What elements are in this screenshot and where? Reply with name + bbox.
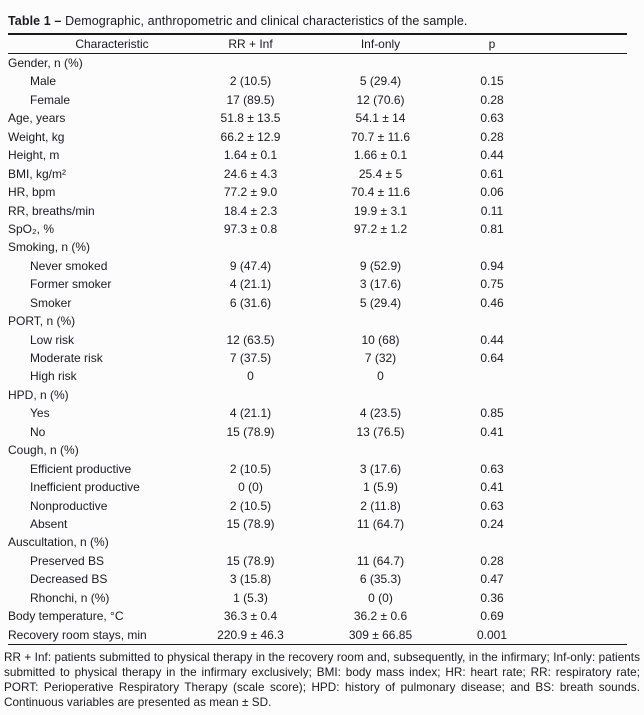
cell-inf-only: 13 (76.5) [356,424,405,439]
row-label: Rhonchi, n (%) [30,590,110,605]
table-row [8,109,627,127]
cell-p: 0.11 [480,203,504,218]
table-group-row [8,533,627,551]
cell-inf-only: 0 (0) [368,590,393,605]
cell-rr-inf [188,238,313,256]
cell-rr-inf: 7 (37.5) [229,351,272,365]
row-label: Weight, kg [8,129,65,144]
row-label: Smoker [30,295,72,310]
cell-rr-inf: 2 (10.5) [229,74,272,89]
cell-p: 0.81 [480,221,504,236]
cell-inf-only: 309 ± 66.85 [348,627,413,642]
table-row [8,460,627,478]
row-label: High risk [30,369,77,384]
table-title [0,0,644,33]
table-row [8,183,627,201]
cell-rr-inf: 66.2 ± 12.9 [220,129,281,144]
cell-p [448,386,536,404]
table-header-row [8,35,627,54]
table-row [8,91,627,109]
cell-rr-inf: 97.3 ± 0.8 [223,221,278,236]
table-group-row [8,54,627,72]
table-footnote: RR + Inf: patients submitted to physical therapy in the recovery room and, subsequently, in the infirmary; Inf-only: patients submitted to physical therapy in the infirmary exclusively; BMI: body mass index; HR: heart rate; RR: respiratory rate; PORT: Perioperative Respiratory Therapy (scale score); HPD: history of pulmonary disease; and BS: breath sounds. Continuous variables are presented as mean ± SD. [4,651,640,710]
cell-rr-inf [188,54,313,72]
cell-inf-only [313,238,448,256]
cell-p: 0.44 [480,148,504,163]
row-label: Decreased BS [30,572,108,587]
table-number: Table 1 – [8,14,62,28]
row-label: Former smoker [30,277,112,292]
table-row [8,294,627,312]
cell-p: 0.75 [480,277,504,292]
cell-inf-only: 11 (64.7) [356,553,405,568]
table-row [8,349,627,367]
cell-inf-only: 7 (32) [364,351,397,365]
cell-rr-inf: 6 (31.6) [229,295,272,310]
cell-rr-inf [188,386,313,404]
cell-inf-only: 97.2 ± 1.2 [353,221,408,236]
cell-p [448,312,536,330]
cell-inf-only [313,54,448,72]
row-label: Gender, n (%) [8,56,83,70]
cell-inf-only: 11 (64.7) [356,516,405,531]
cell-rr-inf: 4 (21.1) [229,277,272,292]
cell-inf-only [313,441,448,459]
cell-rr-inf: 2 (10.5) [229,461,272,476]
row-label: Efficient productive [30,461,132,476]
row-label: Nonproductive [30,498,108,513]
cell-rr-inf [188,441,313,459]
row-label: PORT, n (%) [8,314,76,329]
cell-rr-inf: 220.9 ± 46.3 [217,627,284,642]
cell-inf-only [313,533,448,551]
row-label: Female [30,92,71,107]
cell-p: 0.06 [480,185,504,200]
row-label: Preserved BS [30,553,105,568]
row-label: RR, breaths/min [8,203,95,218]
table-caption: Demographic, anthropometric and clinical characteristics of the sample. [65,14,468,28]
cell-p: 0.47 [480,572,504,587]
cell-rr-inf: 9 (47.4) [229,258,272,273]
table-row [8,497,627,515]
row-label: Moderate risk [30,351,103,365]
cell-p: 0.15 [480,74,504,89]
cell-inf-only: 1.66 ± 0.1 [353,148,408,163]
cell-inf-only: 5 (29.4) [359,295,402,310]
cell-inf-only [313,312,448,330]
cell-p: 0.85 [480,406,504,421]
characteristics-table [8,33,627,645]
cell-p: 0.64 [480,351,504,365]
header-characteristic: Characteristic [75,37,149,51]
cell-rr-inf: 51.8 ± 13.5 [220,111,281,126]
cell-inf-only: 70.4 ± 11.6 [350,185,411,200]
row-label: Low risk [30,332,75,347]
cell-p: 0.63 [480,111,504,126]
row-label: Smoking, n (%) [8,240,91,255]
cell-rr-inf: 15 (78.9) [226,424,275,439]
cell-rr-inf: 15 (78.9) [226,553,275,568]
cell-inf-only: 19.9 ± 3.1 [353,203,408,218]
cell-rr-inf: 2 (10.5) [229,498,272,513]
cell-inf-only: 9 (52.9) [359,258,402,273]
table-row [8,423,627,441]
cell-rr-inf: 77.2 ± 9.0 [223,185,278,200]
header-rr-inf: RR + Inf [228,37,273,51]
cell-inf-only: 12 (70.6) [356,92,405,107]
table-group-row [8,386,627,404]
cell-inf-only: 10 (68) [361,332,400,347]
cell-inf-only: 1 (5.9) [363,480,398,495]
table-row [8,72,627,90]
table-row [8,165,627,183]
cell-p: 0.001 [476,627,508,642]
cell-p: 0.46 [480,295,504,310]
cell-inf-only: 4 (23.5) [359,406,402,421]
cell-inf-only: 70.7 ± 11.6 [350,129,411,144]
header-inf-only: Inf-only [360,37,401,51]
cell-p: 0.41 [480,480,504,495]
table-row [8,478,627,496]
row-label: Yes [30,406,50,421]
cell-inf-only: 5 (29.4) [359,74,402,89]
cell-inf-only [313,386,448,404]
table-row [8,128,627,146]
row-label: BMI, kg/m² [8,166,67,181]
cell-rr-inf: 18.4 ± 2.3 [223,203,278,218]
cell-rr-inf: 0 [247,369,254,384]
cell-inf-only: 2 (11.8) [360,498,401,513]
table-row [8,589,627,607]
table-row [8,202,627,220]
cell-p: 0.28 [480,129,504,144]
table-row [8,220,627,238]
cell-p: 0.61 [480,166,504,181]
cell-inf-only: 0 [377,369,384,384]
cell-p: 0.24 [480,516,504,531]
cell-p: 0.63 [480,498,504,513]
row-label: Never smoked [30,258,108,273]
cell-rr-inf: 4 (21.1) [229,406,272,421]
table-row [8,404,627,422]
cell-rr-inf: 1 (5.3) [233,590,268,605]
table-row [8,275,627,293]
cell-p: 0.44 [480,332,504,347]
row-label: Male [30,74,57,89]
cell-inf-only: 3 (17.6) [359,277,402,292]
cell-rr-inf [188,312,313,330]
row-label: SpO₂, % [8,221,55,236]
cell-p: 0.69 [480,609,504,624]
cell-p [448,533,536,551]
table-group-row [8,238,627,256]
row-label: Age, years [8,111,66,126]
table-row [8,607,627,625]
table-row [8,515,627,533]
cell-rr-inf: 15 (78.9) [226,516,275,531]
cell-p: 0.94 [480,258,504,273]
cell-inf-only: 25.4 ± 5 [358,166,403,181]
row-label: HPD, n (%) [8,387,69,402]
table-row [8,257,627,275]
row-label: HR, bpm [8,185,56,200]
table-row [8,367,627,385]
table-row [8,626,627,644]
table-row [8,552,627,570]
table-group-row [8,441,627,459]
cell-p: 0.36 [480,590,504,605]
row-label: Inefficient productive [30,480,140,495]
row-label: Auscultation, n (%) [8,535,109,550]
cell-rr-inf: 24.6 ± 4.3 [223,166,278,181]
row-label: Cough, n (%) [8,443,79,458]
cell-p [448,441,536,459]
row-label: No [30,424,46,439]
cell-rr-inf: 1.64 ± 0.1 [223,148,278,163]
header-p: p [488,37,496,51]
cell-rr-inf: 0 (0) [238,480,263,495]
cell-p [448,367,536,385]
cell-p: 0.63 [480,461,504,476]
table-row [8,146,627,164]
cell-p [448,54,536,72]
cell-inf-only: 3 (17.6) [359,461,402,476]
row-label: Height, m [8,148,60,163]
cell-rr-inf: 17 (89.5) [226,92,275,107]
table-group-row [8,312,627,330]
row-label: Body temperature, °C [8,609,124,624]
cell-p: 0.28 [480,553,504,568]
cell-rr-inf: 12 (63.5) [226,332,275,347]
cell-rr-inf: 3 (15.8) [229,572,272,587]
table-row [8,570,627,588]
table-body [8,54,627,644]
cell-rr-inf [188,533,313,551]
cell-inf-only: 36.2 ± 0.6 [353,609,408,624]
cell-rr-inf: 36.3 ± 0.4 [223,609,278,624]
cell-p: 0.41 [480,424,504,439]
cell-p [448,238,536,256]
cell-inf-only: 54.1 ± 14 [355,111,406,126]
cell-inf-only: 6 (35.3) [359,572,402,587]
cell-p: 0.28 [480,92,504,107]
row-label: Recovery room stays, min [8,627,147,642]
table-row [8,331,627,349]
row-label: Absent [30,516,68,531]
